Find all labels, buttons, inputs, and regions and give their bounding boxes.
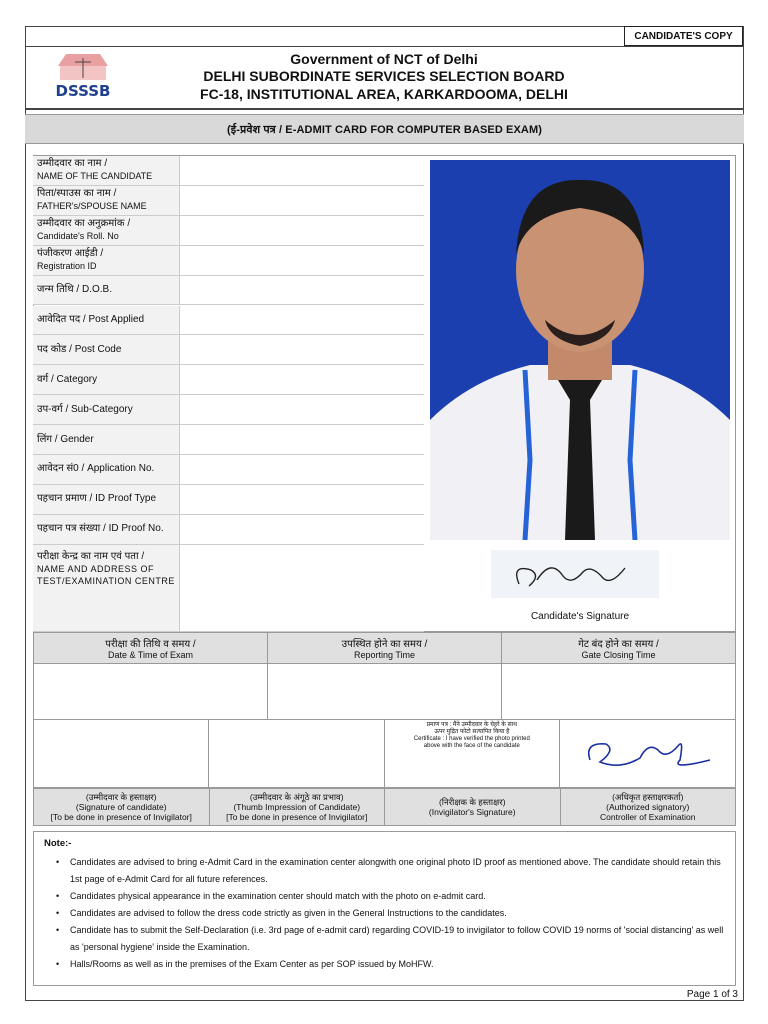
field-label-hi: पंजीकरण आईडी / [37, 248, 104, 260]
field-label [33, 455, 179, 485]
field-value [179, 306, 424, 336]
invigilator-signature-label: (निरीक्षक के हस्ताक्षर) (Invigilator's Signature) [385, 789, 561, 825]
field-label-en: Registration ID [37, 261, 97, 272]
gate-closing-header [502, 633, 735, 663]
field-label [33, 515, 179, 545]
candidate-signature-image [491, 550, 659, 598]
field-value [179, 515, 424, 545]
reporting-time-en: Reporting Time [353, 650, 416, 660]
field-label [33, 365, 179, 395]
board-address: FC-18, INSTITUTIONAL AREA, KARKARDOOMA, DELHI [200, 86, 568, 102]
field-value [179, 425, 424, 455]
note-item: • Halls/Rooms as well as in the premises of the Exam Center as per SOP issued by MoHFW. [44, 956, 725, 973]
centre-label-en: NAME AND ADDRESS OF TEST/EXAMINATION CENTRE [37, 564, 175, 586]
invigilator-box [385, 720, 560, 787]
field-label [33, 395, 179, 425]
certificate-text: प्रमाण पत्र : मैंने उम्मीदवार के चेहरे के साथ ऊपर मुद्रित फोटो सत्यापित किया है Certificate : I have verified the photo printed above with the face of the candidate [413, 722, 530, 749]
note-item: • Candidates physical appearance in the examination center should match with the photo on e-admit card. [44, 888, 725, 905]
field-value [179, 485, 424, 515]
exam-timing-values [33, 664, 736, 720]
authorized-signatory-label: (अधिकृत हस्ताक्षरकर्ता) (Authorized signatory) Controller of Examination [600, 792, 696, 822]
field-label [33, 216, 179, 246]
govt-title: Government of NCT of Delhi [290, 51, 478, 67]
note-item: • Candidate has to submit the Self-Declaration (i.e. 3rd page of e-admit card) regarding COVID-19 to invigilator to follow COVID 19 norms of 'social distancing' as well as 'personal hygiene' inside the Examination. [44, 922, 725, 956]
field-label [33, 425, 179, 455]
gate-closing-hi: गेट बंद होने का समय / [578, 639, 659, 650]
field-value [179, 156, 424, 186]
field-label-hi: जन्म तिथि / D.O.B. [37, 284, 112, 296]
field-value [179, 455, 424, 485]
field-label-hi: वर्ग / Category [37, 373, 98, 385]
field-label [33, 485, 179, 515]
field-label-hi: उम्मीदवार का अनुक्रमांक / [37, 218, 131, 230]
reporting-time-hi: उपस्थित होने का समय / [341, 639, 428, 650]
field-value [179, 395, 424, 425]
candidate-signature-label: (उम्मीदवार के हस्ताक्षर) (Signature of candidate) [To be done in presence of Invigilator] [34, 789, 210, 825]
field-value [179, 365, 424, 395]
exam-timing-header [33, 632, 736, 664]
centre-label [33, 545, 179, 632]
logo-text: DSSSB [55, 82, 111, 100]
field-label-hi: पिता/स्पाउस का नाम / [37, 188, 117, 200]
field-label [33, 306, 179, 336]
field-label-en: Candidate's Roll. No [37, 231, 119, 242]
field-label-hi: आवेदित पद / Post Applied [37, 313, 145, 325]
centre-value [179, 545, 424, 632]
signature-caption: Candidate's Signature [530, 611, 630, 622]
note-item: • Candidates are advised to bring e-Admit Card in the examination center alongwith one original photo ID proof as mentioned above. The candidate should retain this 1st page of e-Admit Card for all future references. [44, 854, 725, 888]
field-label [33, 246, 179, 276]
field-label [33, 335, 179, 365]
field-label-hi: उप-वर्ग / Sub-Category [37, 403, 133, 415]
exam-date-en: Date & Time of Exam [107, 650, 194, 660]
thumb-impression-box [209, 720, 384, 787]
field-label-hi: लिंग / Gender [37, 433, 94, 445]
field-label [33, 156, 179, 186]
field-label-en: FATHER's/SPOUSE NAME [37, 201, 147, 212]
field-label [33, 186, 179, 216]
candidate-photo [430, 160, 730, 540]
signature-boxes [33, 720, 736, 788]
page-number: Page 1 of 3 [686, 989, 738, 1000]
field-value [179, 335, 424, 365]
field-value [179, 186, 424, 216]
field-label-hi: पहचान प्रमाण / ID Proof Type [37, 493, 157, 505]
field-label-hi: पद कोड / Post Code [37, 343, 122, 355]
copy-label: CANDIDATE'S COPY [624, 26, 743, 46]
centre-label-hi: परीक्षा केन्द्र का नाम एवं पता / [37, 551, 145, 562]
reporting-time-header [268, 633, 502, 663]
field-label-en: NAME OF THE CANDIDATE [37, 171, 153, 182]
field-label [33, 276, 179, 306]
authorized-signatory-box [560, 720, 735, 787]
note-item: • Candidates are advised to follow the dress code strictly as given in the General Instructions to the candidates. [44, 905, 725, 922]
candidate-signature-box [34, 720, 209, 787]
exam-date-header [34, 633, 268, 663]
field-value [179, 246, 424, 276]
exam-date-hi: परीक्षा की तिथि व समय / [105, 639, 196, 650]
field-label-hi: पहचान पत्र संख्या / ID Proof No. [37, 523, 164, 535]
notes-section [33, 831, 736, 986]
field-label-hi: आवेदन सं0 / Application No. [37, 463, 155, 475]
notes-heading: Note:- [44, 838, 72, 849]
field-label-hi: उम्मीदवार का नाम / [37, 158, 108, 170]
field-value [179, 276, 424, 306]
signature-labels [33, 788, 736, 826]
gate-closing-en: Gate Closing Time [581, 650, 656, 660]
card-title: (ई-प्रवेश पत्र / E-ADMIT CARD FOR COMPUTER BASED EXAM) [25, 114, 744, 144]
thumb-impression-label: (उम्मीदवार के अंगूठे का प्रभाव) (Thumb Impression of Candidate) [To be done in presence of Invigilator] [210, 789, 386, 825]
board-title: DELHI SUBORDINATE SERVICES SELECTION BOARD [203, 68, 565, 84]
field-value [179, 216, 424, 246]
